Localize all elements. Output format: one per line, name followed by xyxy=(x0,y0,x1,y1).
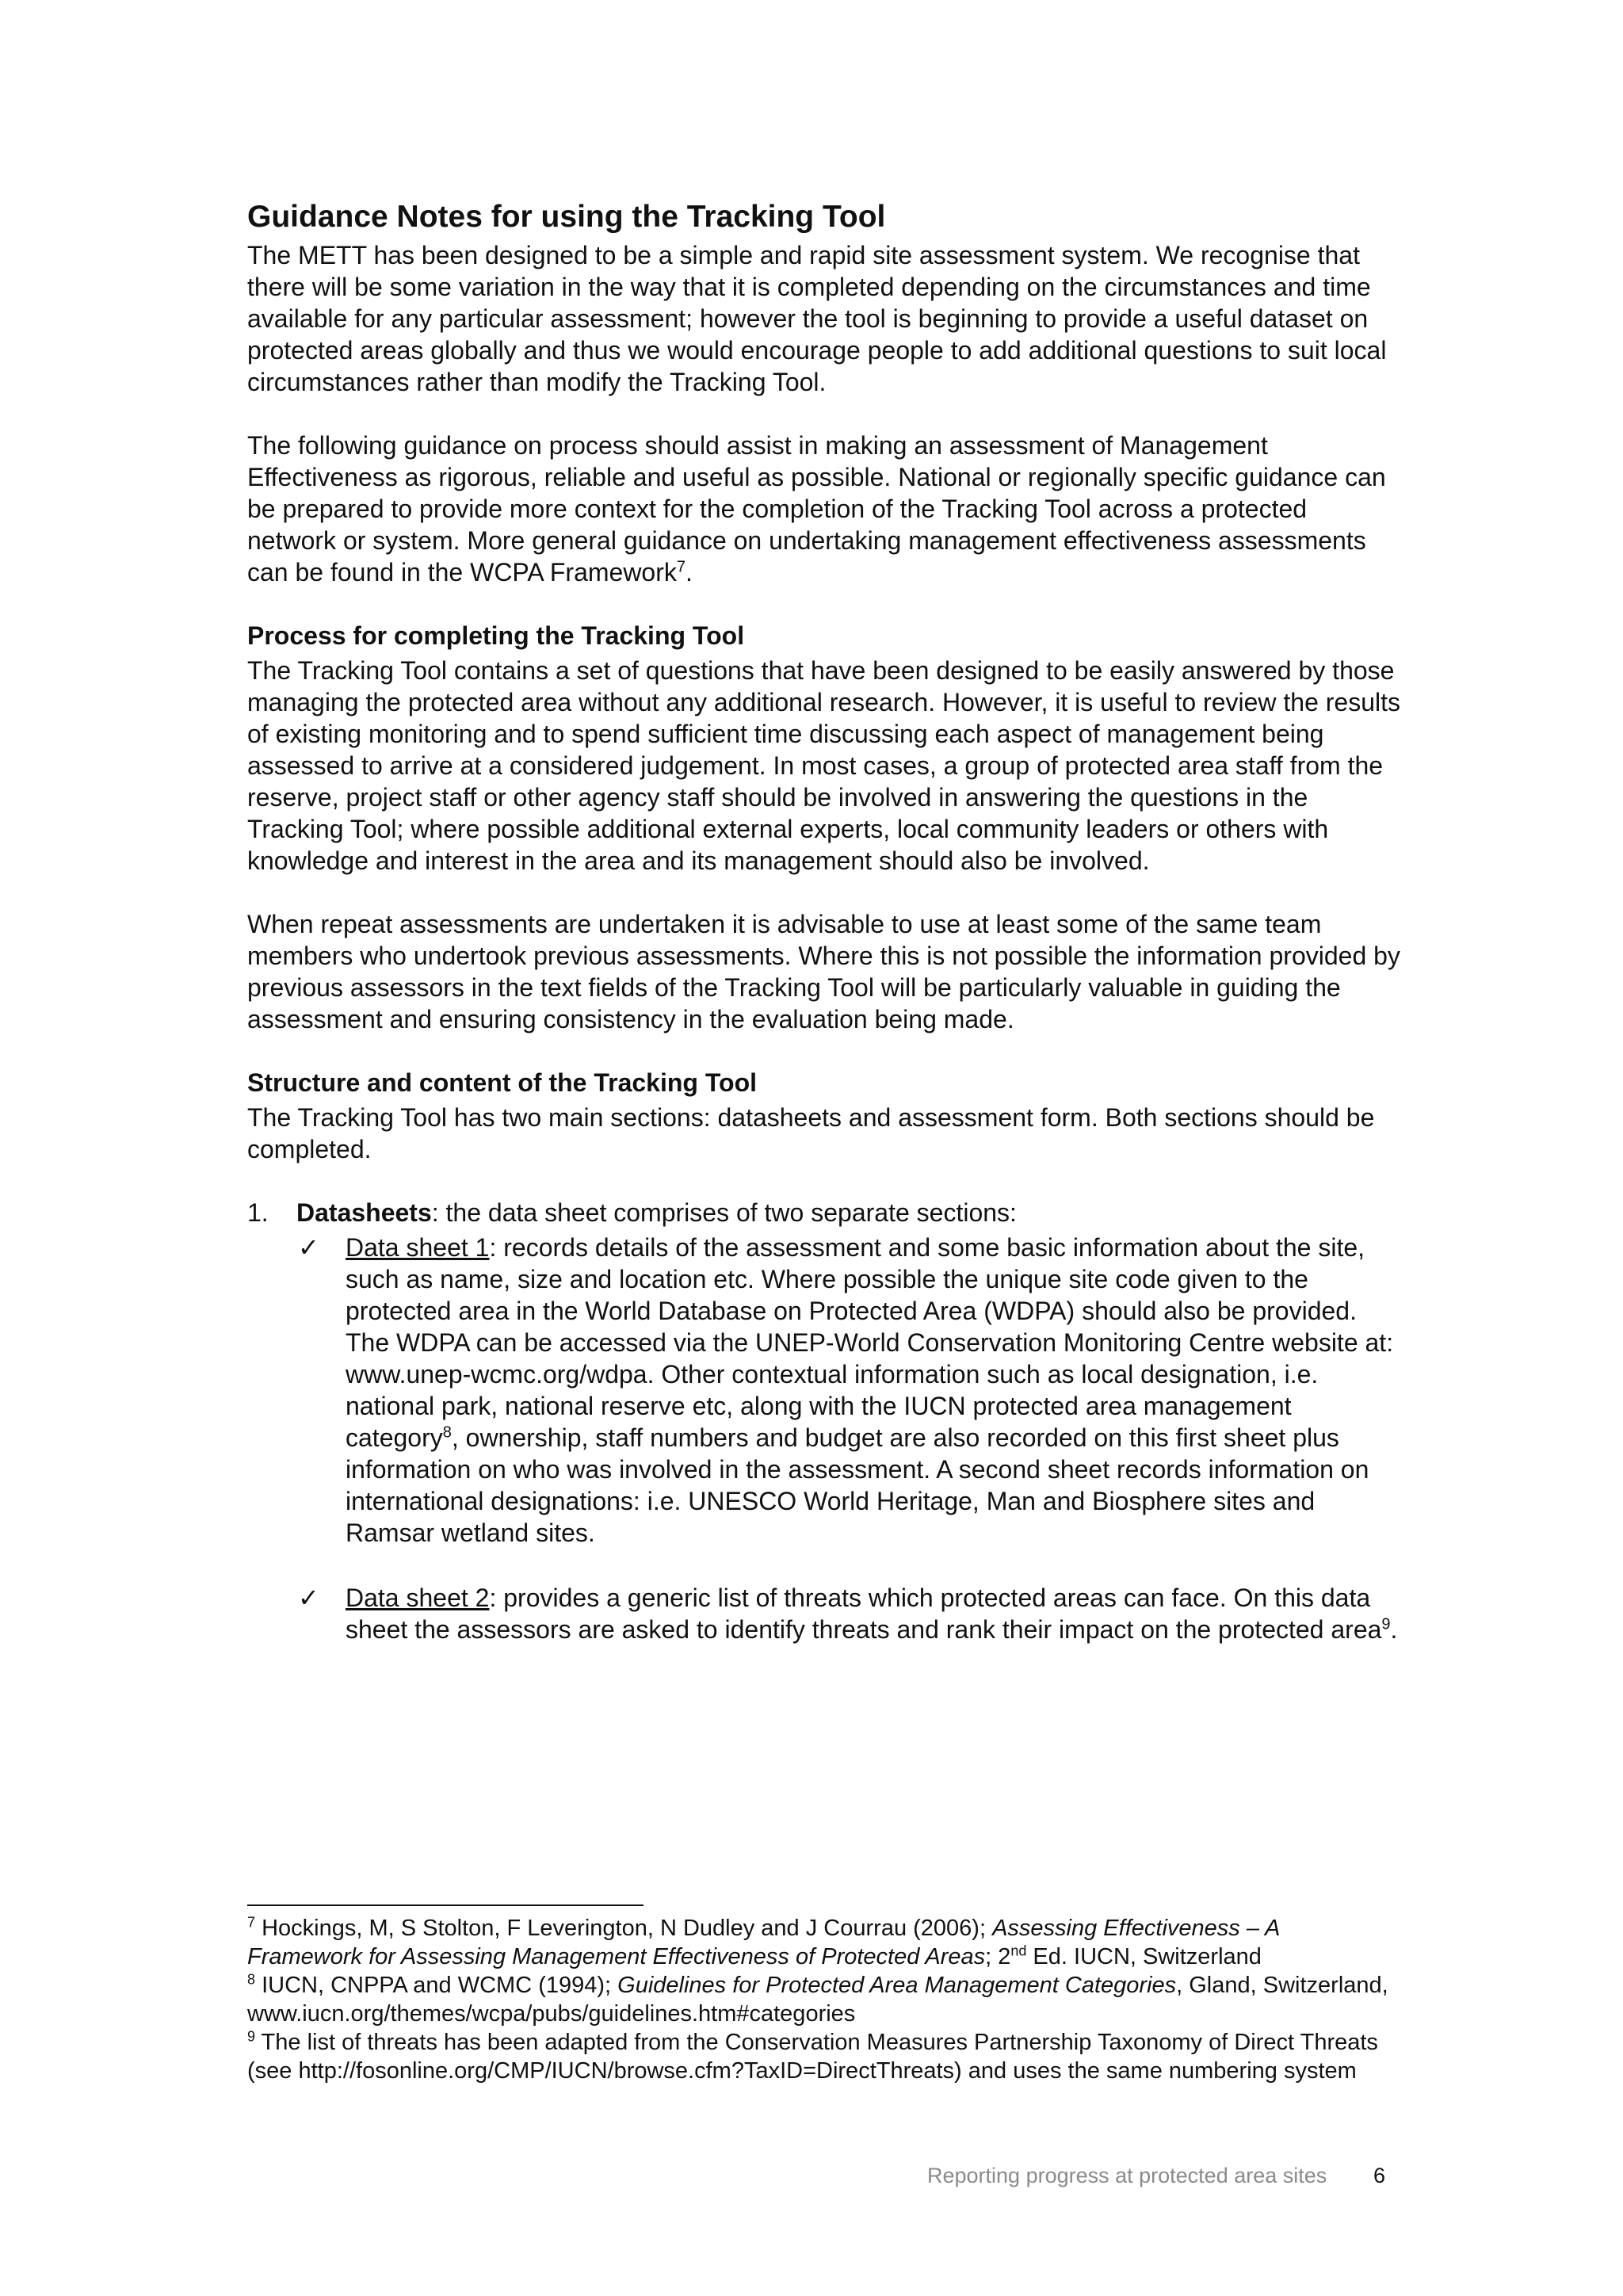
check-item-data-sheet-2 xyxy=(247,1582,1400,1645)
footnote-ref-9: 9 xyxy=(1381,1615,1391,1633)
footnote-8 xyxy=(247,1971,1400,2028)
footnote-text: ; 2 xyxy=(985,1944,1011,1969)
checkmark-icon: ✓ xyxy=(298,1584,319,1612)
check-item-text-a: : provides a generic list of threats which protected areas can face. On this data sheet the assessors are asked to identify threats and rank their impact on the protected area xyxy=(346,1584,1382,1644)
process-heading: Process for completing the Tracking Tool xyxy=(247,621,745,650)
checkmark-icon: ✓ xyxy=(298,1233,319,1262)
running-footer: Reporting progress at protected area sites xyxy=(927,2164,1327,2187)
footnote-text: Hockings, M, S Stolton, F Leverington, N Dudley and J Courrau (2006); xyxy=(255,1916,993,1941)
page-number: 6 xyxy=(1373,2164,1386,2187)
check-item-text-b: . xyxy=(1390,1615,1398,1644)
check-item-data-sheet-1 xyxy=(247,1232,1400,1549)
footnote-ref-7: 7 xyxy=(676,558,685,576)
footnote-title: Guidelines for Protected Area Management Categories xyxy=(617,1973,1177,1998)
check-item-text-b: , ownership, staff numbers and budget are also recorded on this first sheet plus information on who was involved in the assessment. A second sheet records information on international designations: i.e. UNESCO World Heritage, Man and Biosphere sites and Ramsar wetland sites. xyxy=(346,1423,1369,1547)
footnote-separator xyxy=(247,1904,643,1906)
footnote-text: , Gland, Switzerland, www.iucn.org/themes/wcpa/pubs/guidelines.htm#categories xyxy=(247,1973,1388,2027)
footnote-ref-8: 8 xyxy=(442,1423,452,1442)
check-item-label: Data sheet 2 xyxy=(346,1584,490,1612)
check-item-label: Data sheet 1 xyxy=(346,1233,490,1262)
footnote-number: 8 xyxy=(247,1971,256,1988)
intro-paragraph-2 xyxy=(247,430,1400,588)
footnote-text: Ed. IUCN, Switzerland xyxy=(1026,1944,1262,1969)
ordinal-suffix: nd xyxy=(1010,1943,1027,1959)
intro-paragraph-2-end: . xyxy=(685,558,693,586)
check-item-text-a: : records details of the assessment and some basic information about the site, such as name, size and location etc. Where possible the unique site code given to the protected area in the World Database on Protected Area (WDPA) should also be provided. The WDPA can be accessed via the UNEP-World Conservation Monitoring Centre website at: www.unep-wcmc.org/wdpa. Other contextual information such as local designation, i.e. national park, national reserve etc, along with the IUCN protected area management category xyxy=(346,1233,1394,1452)
footnotes xyxy=(247,1914,1400,2085)
intro-paragraph-1: The METT has been designed to be a simple and rapid site assessment system. We recognise that there will be some variation in the way that it is completed depending on the circumstances and time available for any particular assessment; however the tool is beginning to provide a useful dataset on protected areas globally and thus we would encourage people to add additional questions to suit local circumstances rather than modify the Tracking Tool. xyxy=(247,241,1387,396)
document-body xyxy=(247,198,1400,1645)
process-paragraph-1: The Tracking Tool contains a set of questions that have been designed to be easily answered by those managing the protected area without any additional research. However, it is useful to review the results of existing monitoring and to spend sufficient time discussing each aspect of management being assessed to arrive at a considered judgement. In most cases, a group of protected area staff from the reserve, project staff or other agency staff should be involved in answering the questions in the Tracking Tool; where possible additional external experts, local community leaders or others with knowledge and interest in the area and its management should also be involved. xyxy=(247,656,1401,875)
structure-paragraph-1: The Tracking Tool has two main sections: datasheets and assessment form. Both sections should be completed. xyxy=(247,1103,1375,1163)
list-item-title: Datasheets xyxy=(296,1198,432,1227)
list-number: 1. xyxy=(247,1198,269,1227)
list-item-text: : the data sheet comprises of two separate sections: xyxy=(431,1198,1017,1227)
footnote-number: 9 xyxy=(247,2028,256,2045)
page-title: Guidance Notes for using the Tracking Tool xyxy=(247,200,886,234)
footnote-number: 7 xyxy=(247,1914,256,1931)
process-paragraph-2: When repeat assessments are undertaken it is advisable to use at least some of the same team members who undertook previous assessments. Where this is not possible the information provided by previous assessors in the text fields of the Tracking Tool will be particularly valuable in guiding the assessment and ensuring consistency in the evaluation being made. xyxy=(247,910,1400,1033)
intro-paragraph-2-text: The following guidance on process should assist in making an assessment of Management Effectiveness as rigorous, reliable and useful as possible. National or regionally specific guidance can be prepared to provide more context for the completion of the Tracking Tool across a protected network or system. More general guidance on undertaking management effectiveness assessments can be found in the WCPA Framework xyxy=(247,431,1386,586)
structure-heading: Structure and content of the Tracking Tool xyxy=(247,1068,757,1097)
footnote-text: The list of threats has been adapted from the Conservation Measures Partnership Taxonomy of Direct Threats (see http://fosonline.org/CMP/IUCN/browse.cfm?TaxID=DirectThreats) and uses the same numbering system xyxy=(247,2030,1378,2084)
footnote-title: Assessing Effectiveness – A Framework for Assessing Management Effectiveness of Protected Areas xyxy=(247,1916,1280,1969)
footnote-9 xyxy=(247,2028,1400,2085)
footnote-text: IUCN, CNPPA and WCMC (1994); xyxy=(255,1973,618,1998)
list-item-datasheets xyxy=(247,1197,1400,1228)
footnote-7 xyxy=(247,1914,1400,1971)
